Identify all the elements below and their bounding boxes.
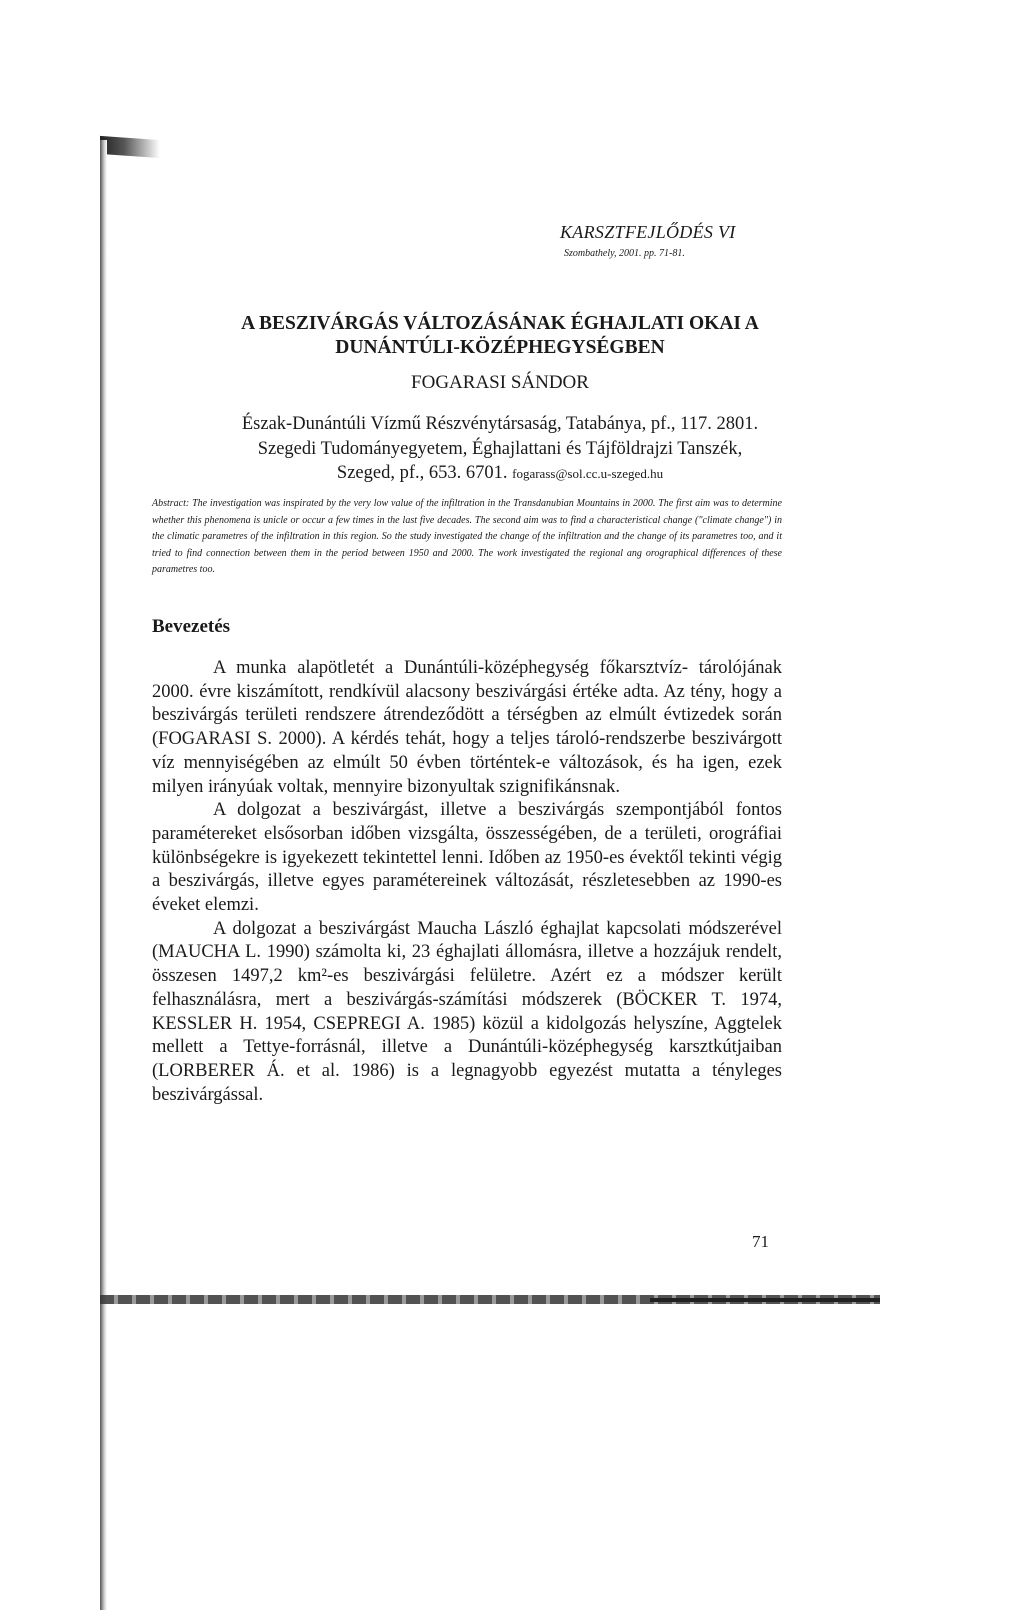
paragraph-1: A munka alapötletét a Dunántúli-középhegység főkarsztvíz- tárolójának 2000. évre kiszámított, rendkívül alacsony beszivárgási értéke adta. Az tény, hogy a beszivárgás területi rendszere átrendeződött a térségben az elmúlt évtizedek során (FOGARASI S. 2000). A kérdés tehát, hogy a teljes tároló-rendszerbe beszivárgott víz mennyiségében az elmúlt 50 évben történtek-e változások, és ha igen, ezek milyen irányúak voltak, mennyire bizonyultak szignifikánsnak. [152,658,782,797]
scan-artifact-bottom-dark [650,1298,880,1302]
author-name: FOGARASI SÁNDOR [411,372,589,393]
abstract: Abstract: The investigation was inspirated by the very low value of the infiltration in the Transdanubian Mountains in 2000. The first aim was to determine whether this phenomena is unicle or occur a few times in the last five decades. The second aim was to find a characteristical change ("climate change") in the climatic parametres of the infiltration in this region. So the study investigated the change of the infiltration and the change of its parametres too, and it tried to find connection between them in the period between 1950 and 2000. The work investigated the regional ang orographical differences of these parametres too. [152,498,782,575]
affiliation-line-2: Szegedi Tudományegyetem, Éghajlattani és Tájföldrajzi Tanszék, [257,438,743,459]
paper-title-line-1: A BESZIVÁRGÁS VÁLTOZÁSÁNAK ÉGHAJLATI OKAI A [241,313,759,334]
author-email: fogarass@sol.cc.u-szeged.hu [512,466,664,481]
affiliation-address: Szeged, pf., 653. 6701. [336,463,508,483]
body-text [152,657,782,1107]
paragraph-3: A dolgozat a beszivárgást Maucha László éghajlat kapcsolati módszerével (MAUCHA L. 1990) számolta ki, 23 éghajlati állomásra, illetve a hozzájuk rendelt, összesen 1497,2 km²-es beszivárgási felületre. Azért ez a módszer került felhasználásra, mert a beszivárgás-számítási módszerek (BÖCKER T. 1974, KESSLER H. 1954, CSEPREGI A. 1985) közül a kidolgozás helyszíne, Aggtelek mellett a Tettye-forrásnál, illetve a Dunántúli-középhegység karsztkútjaiban (LORBERER Á. et al. 1986) is a legnagyobb egyezést mutatta a tényleges beszivárgással. [152,918,782,1105]
scan-artifact-left [100,140,107,1610]
affiliation-line-1: Észak-Dunántúli Vízmű Részvénytársaság, Tatabánya, pf., 117. 2801. [241,414,759,434]
affiliations [140,412,860,487]
affiliation-line-3 [140,461,860,487]
journal-title: KARSZTFEJLŐDÉS VI [560,222,736,242]
scan-artifact-top [100,136,160,158]
journal-citation: Szombathely, 2001. pp. 71-81. [564,248,685,259]
section-heading: Bevezetés [152,616,231,637]
paragraph-2: A dolgozat a beszivárgást, illetve a beszivárgás szempontjából fontos paramétereket elsősorban időben vizsgálta, összességében, de a területi, orográfiai különbségekre is igyekezett tekintettel lenni. Időben az 1950-es évektől tekinti végig a beszivárgás, illetve egyes paramétereinek változását, részletesebben az 1990-es éveket elemzi. [152,800,782,916]
paper-title-line-2: DUNÁNTÚLI-KÖZÉPHEGYSÉGBEN [335,337,665,358]
page-number: 71 [752,1232,769,1251]
paper-title [140,312,860,360]
